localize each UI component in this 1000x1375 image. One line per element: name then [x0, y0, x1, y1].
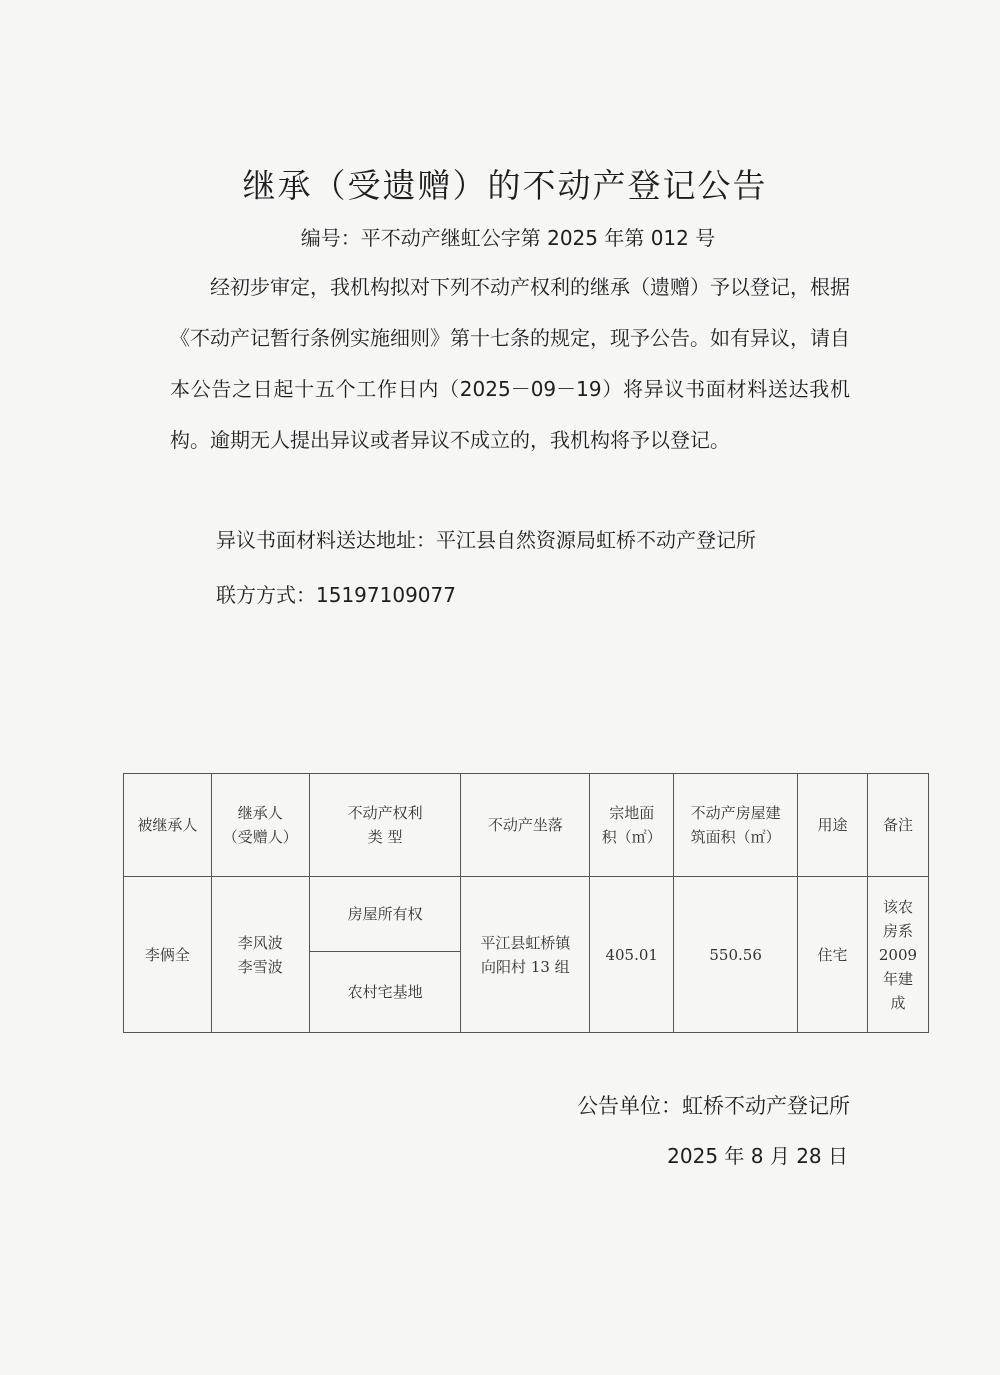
header-location: 不动产坐落 [461, 774, 590, 877]
header-heir [211, 774, 309, 877]
cell-usage: 住宅 [798, 877, 868, 1033]
header-heir-line2: （受赠人） [222, 828, 298, 846]
header-building-area-line1: 不动产房屋建 [690, 804, 781, 822]
issue-date: 2025 年 8 月 28 日 [667, 1144, 848, 1168]
cell-remarks [867, 877, 928, 1033]
remarks-line: 成 [890, 993, 906, 1012]
header-right-type [309, 774, 461, 877]
cell-building-area: 550.56 [674, 877, 798, 1033]
cell-right-type-2: 农村宅基地 [309, 952, 461, 1033]
header-land-area [590, 774, 674, 877]
header-building-area [674, 774, 798, 877]
header-decedent: 被继承人 [124, 774, 212, 877]
header-usage: 用途 [798, 774, 868, 877]
remarks-line: 房系 [882, 921, 913, 940]
cell-location [461, 877, 590, 1033]
cell-land-area: 405.01 [590, 877, 674, 1033]
document-number: 编号：平不动产继虹公字第 2025 年第 012 号 [300, 226, 716, 250]
header-right-type-line2: 类 型 [367, 828, 403, 846]
header-land-area-line1: 宗地面 [609, 804, 655, 822]
header-building-area-line2: 筑面积（㎡） [690, 828, 781, 846]
header-right-type-line1: 不动产权利 [347, 804, 423, 822]
table-header-row [124, 774, 929, 877]
contact-info: 联方方式：15197109077 [216, 583, 456, 607]
remarks-line: 年建 [882, 969, 913, 988]
notice-title: 继承（受遗赠）的不动产登记公告 [242, 166, 768, 205]
header-heir-line1: 继承人 [237, 804, 283, 822]
cell-heir-1: 李风波 [237, 933, 283, 952]
table-row [124, 877, 929, 952]
registration-table [123, 773, 929, 1033]
issuer: 公告单位：虹桥不动产登记所 [577, 1094, 850, 1118]
header-remarks: 备注 [867, 774, 928, 877]
cell-heir-2: 李雪波 [237, 957, 283, 976]
header-land-area-line2: 积（㎡） [601, 828, 662, 846]
remarks-line: 该农 [882, 897, 913, 916]
cell-heirs [211, 877, 309, 1033]
objection-address: 异议书面材料送达地址：平江县自然资源局虹桥不动产登记所 [216, 528, 756, 552]
body-paragraph: 经初步审定，我机构拟对下列不动产权利的继承（遗赠）予以登记，根据《不动产记暂行条例实施细则》第十七条的规定，现予公告。如有异议，请自本公告之日起十五个工作日内（2025－09－19）将异议书面材料送达我机构。逾期无人提出异议或者异议不成立的，我机构将予以登记。 [170, 275, 850, 452]
cell-location-line2: 向阳村 13 组 [481, 957, 570, 976]
remarks-line: 2009 [878, 945, 918, 964]
cell-decedent: 李俩全 [124, 877, 212, 1033]
cell-location-line1: 平江县虹桥镇 [480, 933, 571, 952]
cell-right-type-1: 房屋所有权 [309, 877, 461, 952]
